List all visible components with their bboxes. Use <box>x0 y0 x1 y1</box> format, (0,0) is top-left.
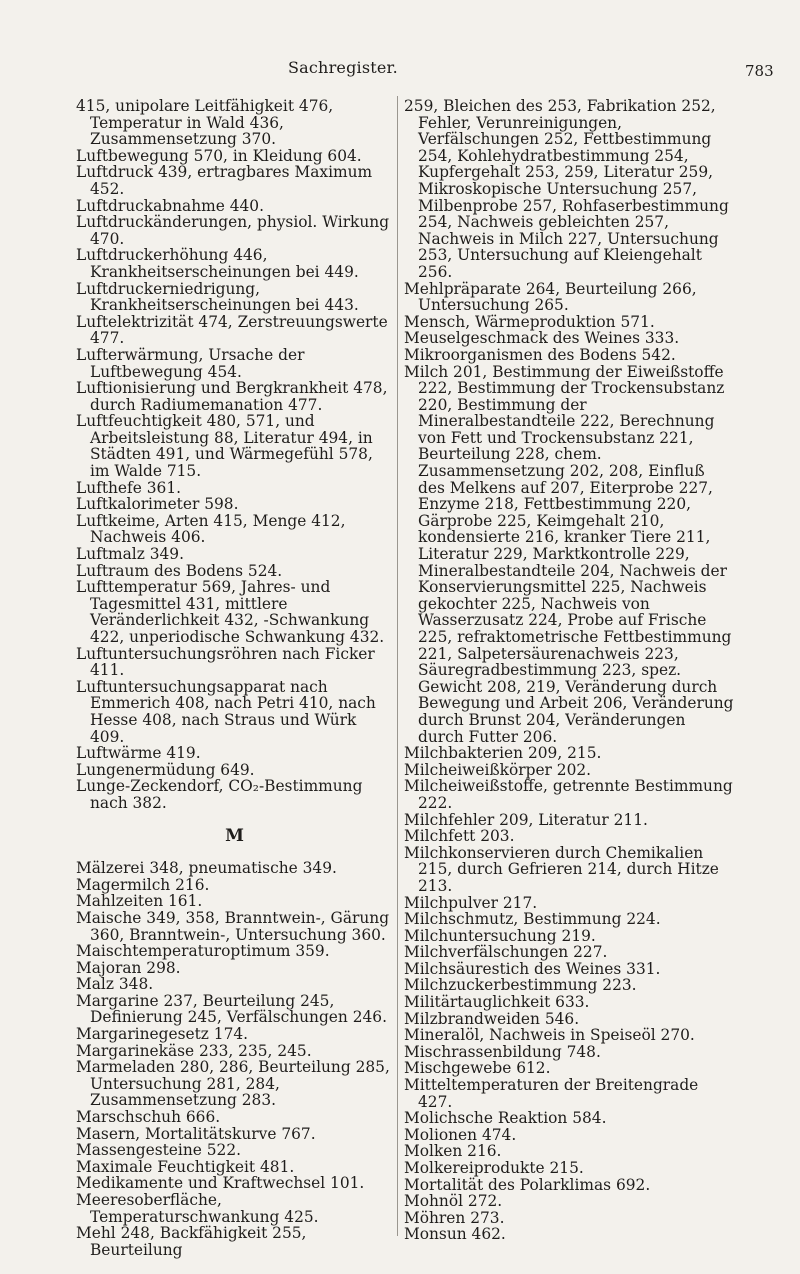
index-entry: Luftdruck 439, ertragbares Maximum 452. <box>76 163 373 198</box>
index-entry: Milchkonservieren durch Chemikalien 215, durch Gefrieren 214, durch Hitze 213. <box>404 843 719 895</box>
section-letter: M <box>225 825 245 846</box>
index-entry: Lungenermüdung 649. <box>76 760 255 779</box>
index-entry: Mälzerei 348, pneumatische 349. <box>76 859 337 878</box>
index-entry: Luftmalz 349. <box>76 545 184 564</box>
index-entry: Molken 216. <box>404 1142 502 1161</box>
index-entry: 259, Bleichen des 253, Fabrikation 252, Fehler, Verunreinigungen, Verfälschungen 252, Fettbestimmung 254, Kohlehydratbestimmung 254, Kupfergehalt 253, 259, Literatur 259, Mikroskopische Untersuchung 257, Milbenprobe 257, Rohfaserbestimmung 254, Nachweis gebleichten 257, Nachweis in Milch 227, Untersuchung 253, Untersuchung auf Kleiengehalt 256. <box>404 97 729 281</box>
index-entry: Marschschuh 666. <box>76 1108 221 1127</box>
index-entry: Luftkeime, Arten 415, Menge 412, Nachweis 406. <box>76 511 346 547</box>
index-entry: Milchverfälschungen 227. <box>404 943 608 962</box>
index-entry: Mehlpräparate 264, Beurteilung 266, Untersuchung 265. <box>404 279 697 315</box>
right-column <box>404 98 734 1243</box>
index-entry: Milchpulver 217. <box>404 893 538 912</box>
index-entry: Milchsäurestich des Weines 331. <box>404 959 661 978</box>
index-entry: Milcheiweißkörper 202. <box>404 760 592 779</box>
index-entry: Militärtauglichkeit 633. <box>404 993 590 1012</box>
index-entry: Maische 349, 358, Branntwein-, Gärung 360, Branntwein-, Untersuchung 360. <box>76 908 390 944</box>
index-entry: Molichsche Reaktion 584. <box>404 1109 607 1128</box>
index-entry: Malz 348. <box>76 975 154 994</box>
running-head: Sachregister. <box>288 58 398 77</box>
index-entry: Magermilch 216. <box>76 875 210 894</box>
page-header <box>0 58 800 82</box>
index-entry: Mortalität des Polarklimas 692. <box>404 1175 651 1194</box>
index-entry: Luftraum des Bodens 524. <box>76 561 283 580</box>
index-entry: Lufthefe 361. <box>76 478 181 497</box>
index-entry: Luftdruckabnahme 440. <box>76 196 264 215</box>
index-entry: Mohnöl 272. <box>404 1192 503 1211</box>
page-number: 783 <box>745 62 774 80</box>
index-entry: Medikamente und Kraftwechsel 101. <box>76 1174 365 1193</box>
index-entry: Milchfehler 209, Literatur 211. <box>404 810 648 829</box>
entries-after <box>76 860 394 1258</box>
index-entry: 415, unipolare Leitfähigkeit 476, Temperatur in Wald 436, Zusammensetzung 370. <box>76 97 334 149</box>
index-entry: Marmeladen 280, 286, Beurteilung 285, Untersuchung 281, 284, Zusammensetzung 283. <box>76 1058 390 1110</box>
index-entry: Milcheiweißstoffe, getrennte Bestimmung 222. <box>404 777 733 812</box>
index-entry: Mineralöl, Nachweis in Speiseöl 270. <box>404 1026 695 1045</box>
index-entry: Luftkalorimeter 598. <box>76 495 239 514</box>
index-entry: Luftelektrizität 474, Zerstreuungswerte 477. <box>76 312 388 348</box>
right-entries <box>404 98 734 1243</box>
index-entry: Luftdruckerniedrigung, Krankheitserscheinungen bei 443. <box>76 279 359 315</box>
index-entry: Mitteltemperaturen der Breitengrade 427. <box>404 1076 699 1111</box>
index-entry: Milchbakterien 209, 215. <box>404 744 602 763</box>
index-entry: Lufterwärmung, Ursache der Luftbewegung 454. <box>76 345 305 381</box>
index-entry: Mehl 248, Backfähigkeit 255, Beurteilung <box>76 1224 307 1259</box>
index-entry: Milchschmutz, Bestimmung 224. <box>404 910 661 929</box>
index-entry: Luftdruckänderungen, physiol. Wirkung 470. <box>76 213 390 248</box>
index-entry: Milchfett 203. <box>404 827 515 846</box>
index-entry: Lufttemperatur 569, Jahres- und Tagesmittel 431, mittlere Veränderlichkeit 432, -Schwankung 422, unperiodische Schwankung 432. <box>76 578 385 646</box>
index-entry: Möhren 273. <box>404 1208 505 1227</box>
index-entry: Molkereiprodukte 215. <box>404 1159 584 1177</box>
index-entry: Mikroorganismen des Bodens 542. <box>404 345 676 364</box>
index-entry: Monsun 462. <box>404 1225 506 1244</box>
index-entry: Milzbrandweiden 546. <box>404 1009 580 1028</box>
index-entry: Milch 201, Bestimmung der Eiweißstoffe 222, Bestimmung der Trockensubstanz 220, Bestimmung der Mineralbestandteile 222, Berechnung von Fett und Trockensubstanz 221, Beurteilung 228, chem. Zusammensetzung 202, 208, Einfluß des Melkens auf 207, Eiterprobe 227, Enzyme 218, Fettbestimmung 220, Gärprobe 225, Keimgehalt 210, kondensierte 216, kranker Tiere 211, Literatur 229, Marktkontrolle 229, Mineralbestandteile 204, Nachweis der Konservierungsmittel 225, Nachweis gekochter 225, Nachweis von Wasserzusatz 224, Probe auf Frische 225, refraktometrische Fettbestimmung 221, Salpetersäurenachweis 223, Säuregradbestimmung 223, spez. Gewicht 208, 219, Veränderung durch Bewegung und Arbeit 206, Veränderung durch Brunst 204, Veränderungen durch Futter 206. <box>404 362 734 746</box>
index-entry: Luftwärme 419. <box>76 744 201 763</box>
index-entry: Luftbewegung 570, in Kleidung 604. <box>76 146 362 165</box>
index-entry: Mensch, Wärmeproduktion 571. <box>404 312 655 331</box>
index-entry: Mischgewebe 612. <box>404 1059 551 1078</box>
index-entry: Mahlzeiten 161. <box>76 892 203 911</box>
index-entry: Meuselgeschmack des Weines 333. <box>404 329 680 348</box>
index-entry: Margarine 237, Beurteilung 245, Definierung 245, Verfälschungen 246. <box>76 991 387 1027</box>
index-entry: Luftfeuchtigkeit 480, 571, und Arbeitsleistung 88, Literatur 494, in Städten 491, und Wärmegefühl 578, im Walde 715. <box>76 412 373 481</box>
index-entry: Margarinekäse 233, 235, 245. <box>76 1041 312 1060</box>
entries-before <box>76 98 394 812</box>
index-entry: Luftionisierung und Bergkrankheit 478, durch Radiumemanation 477. <box>76 379 388 414</box>
column-divider <box>397 96 398 1236</box>
index-entry: Margarinegesetz 174. <box>76 1025 249 1044</box>
index-entry: Milchuntersuchung 219. <box>404 926 596 945</box>
index-entry: Luftuntersuchungsapparat nach Emmerich 408, nach Petri 410, nach Hesse 408, nach Straus und Würk 409. <box>76 677 376 746</box>
left-column <box>76 98 394 1258</box>
index-entry: Luftdruckerhöhung 446, Krankheitserscheinungen bei 449. <box>76 246 359 281</box>
index-entry: Lunge-Zeckendorf, CO₂-Bestimmung nach 382. <box>76 777 363 812</box>
index-entry: Mischrassenbildung 748. <box>404 1042 601 1061</box>
index-entry: Meeresoberfläche, Temperaturschwankung 425. <box>76 1191 319 1226</box>
index-entry: Molionen 474. <box>404 1125 517 1144</box>
index-entry: Masern, Mortalitätskurve 767. <box>76 1124 316 1143</box>
index-entry: Majoran 298. <box>76 958 181 977</box>
index-entry: Luftuntersuchungsröhren nach Ficker 411. <box>76 644 375 680</box>
index-entry: Maximale Feuchtigkeit 481. <box>76 1157 295 1176</box>
index-entry: Maischtemperaturoptimum 359. <box>76 942 330 961</box>
index-entry: Massengesteine 522. <box>76 1141 242 1160</box>
index-entry: Milchzuckerbestimmung 223. <box>404 976 637 995</box>
